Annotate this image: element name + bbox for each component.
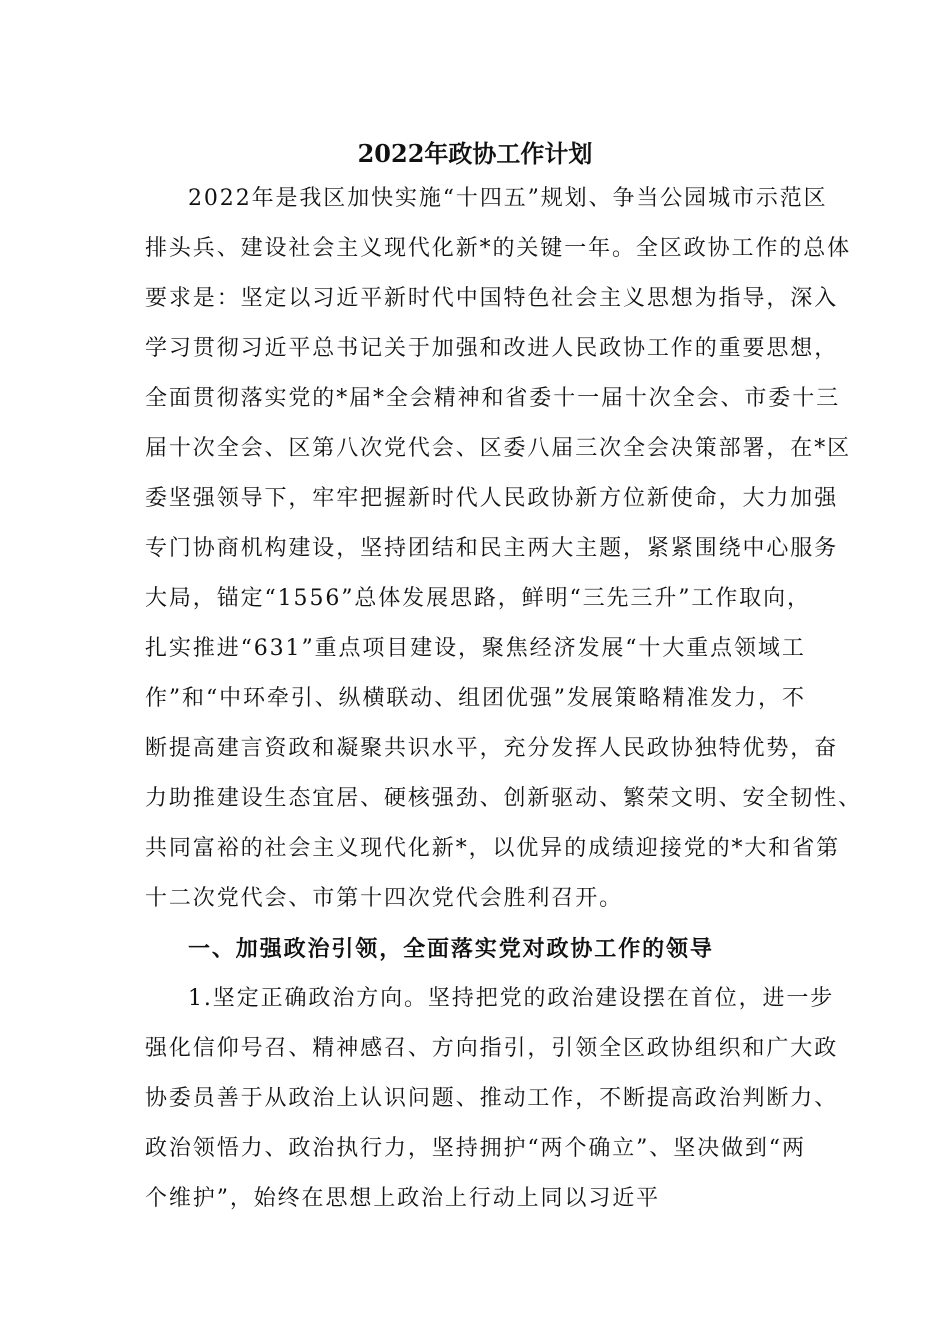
paragraph-line: 强化信仰号召、精神感召、方向指引，引领全区政协组织和广大政 [145, 1036, 839, 1061]
paragraph-line: 共同富裕的社会主义现代化新*，以优异的成绩迎接党的*大和省第 [145, 836, 841, 861]
paragraph-line: 全面贯彻落实党的*届*全会精神和省委十一届十次全会、市委十三 [145, 386, 841, 411]
paragraph-line: 委坚强领导下，牢牢把握新时代人民政协新方位新使命，大力加强 [145, 486, 839, 511]
paragraph-line: 扎实推进“631”重点项目建设，聚焦经济发展“十大重点领域工 [145, 636, 806, 661]
paragraph-line: 力助推建设生态宜居、硬核强劲、创新驱动、繁荣文明、安全韧性、 [145, 786, 863, 811]
paragraph-line: 断提高建言资政和凝聚共识水平，充分发挥人民政协独特优势，奋 [145, 736, 839, 761]
section-heading: 一、加强政治引领，全面落实党对政协工作的领导 [188, 936, 714, 962]
paragraph-line: 个维护”，始终在思想上政治上行动上同以习近平 [145, 1186, 661, 1211]
paragraph-line: 2022年是我区加快实施“十四五”规划、争当公园城市示范区 [188, 186, 828, 211]
paragraph-line: 协委员善于从政治上认识问题、推动工作，不断提高政治判断力、 [145, 1086, 839, 1111]
paragraph-line: 大局，锚定“1556”总体发展思路，鲜明“三先三升”工作取向， [145, 586, 811, 611]
document-title: 2022年政协工作计划 [357, 139, 593, 168]
paragraph-line: 作”和“中环牵引、纵横联动、组团优强”发展策略精准发力，不 [145, 686, 806, 711]
paragraph-line: 专门协商机构建设，坚持团结和民主两大主题，紧紧围绕中心服务 [145, 536, 839, 561]
paragraph-line: 1.坚定正确政治方向。坚持把党的政治建设摆在首位，进一步 [188, 986, 835, 1011]
paragraph-line: 学习贯彻习近平总书记关于加强和改进人民政协工作的重要思想， [145, 336, 839, 361]
paragraph-line: 要求是：坚定以习近平新时代中国特色社会主义思想为指导，深入 [145, 286, 839, 311]
paragraph-line: 排头兵、建设社会主义现代化新*的关键一年。全区政协工作的总体 [145, 236, 852, 261]
paragraph-line: 十二次党代会、市第十四次党代会胜利召开。 [145, 886, 624, 911]
paragraph-line: 届十次全会、区第八次党代会、区委八届三次全会决策部署，在*区 [145, 436, 852, 461]
paragraph-line: 政治领悟力、政治执行力，坚持拥护“两个确立”、坚决做到“两 [145, 1136, 806, 1161]
